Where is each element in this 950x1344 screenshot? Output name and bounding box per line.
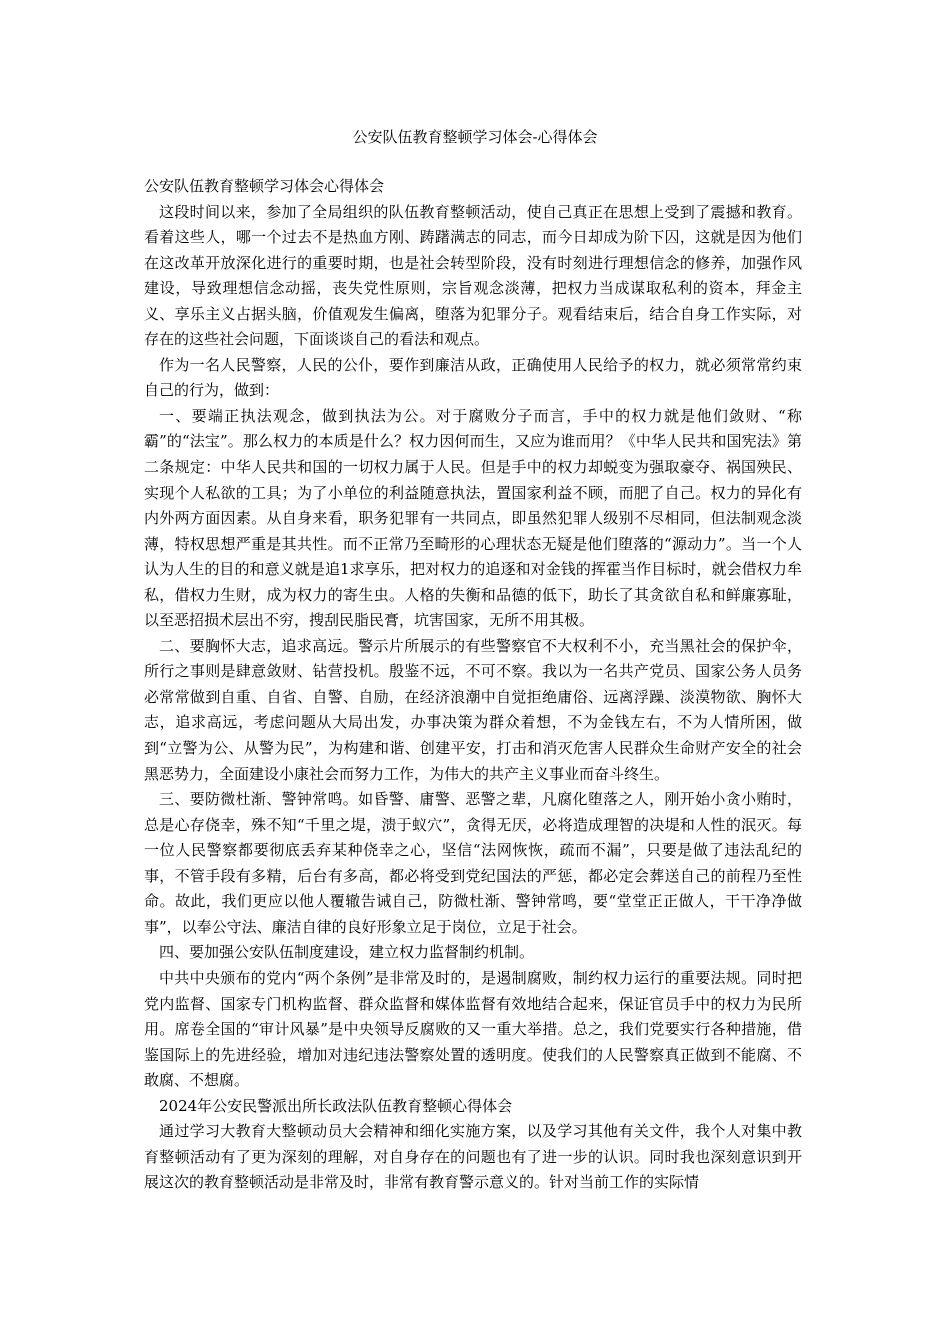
paragraph-police-duty: 作为一名人民警察，人民的公仆，要作到廉洁从政，正确使用人民给予的权力，就必须常常约束自己的行为，做到： [144,355,802,400]
paragraph-intro: 这段时间以来，参加了全局组织的队伍教育整顿活动，使自己真正在思想上受到了震撼和教育。看着这些人，哪一个过去不是热血方刚、踌躇满志的同志，而今日却成为阶下囚，这就是因为他们在这改革开放深化进行的重要时期，也是社会转型阶段，没有时刻进行理想信念的修养，加强作风建设，导致理想信念动摇，丧失党性原则，宗旨观念淡薄，把权力当成谋取私利的资本，拜金主义、享乐主义占据头脑，价值观发生偏离，堕落为犯罪分子。观看结束后，结合自身工作实际，对存在的这些社会问题，下面谈谈自己的看法和观点。 [144,202,802,349]
paragraph-point-four: 四、要加强公安队伍制度建设，建立权力监督制约机制。 [159,943,535,962]
paragraph-study: 通过学习大教育大整顿动员大会精神和细化实施方案，以及学习其他有关文件，我个人对集中教育整顿活动有了更为深刻的理解，对自身存在的问题也有了进一步的认识。同时我也深刻意识到开展这次的教育整顿活动是非常及时，非常有教育警示意义的。针对当前工作的实际情 [144,1122,802,1192]
paragraph-regulations: 中共中央颁布的党内“两个条例”是非常及时的，是遏制腐败，制约权力运行的重要法规。同时把党内监督、国家专门机构监督、群众监督和媒体监督有效地结合起来，保证官员手中的权力为民所用。席卷全国的“审计风暴”是中央领导反腐败的又一重大举措。总之，我们党要实行各种措施，借鉴国际上的先进经验，增加对违纪违法警察处置的透明度。使我们的人民警察真正做到不能腐、不敢腐、不想腐。 [144,968,802,1090]
document-title: 公安队伍教育整顿学习体会-心得体会 [352,128,598,146]
paragraph-point-one: 一、要端正执法观念，做到执法为公。对于腐败分子而言，手中的权力就是他们敛财、“称霸”的“法宝”。那么权力的本质是什么？权力因何而生，又应为谁而用？《中华人民共和国宪法》第二条规定：中华人民共和国的一切权力属于人民。但是手中的权力却蜕变为强取豪夺、祸国殃民、实现个人私欲的工具；为了小单位的利益随意执法，置国家利益不顾，而肥了自己。权力的异化有内外两方面因素。从自身来看，职务犯罪有一共同点，即虽然犯罪人级别不尽相同，但法制观念淡薄，特权思想严重是其共性。而不正常乃至畸形的心理状态无疑是他们堕落的“源动力”。当一个人认为人生的目的和意义就是追1求享乐，把对权力的追逐和对金钱的挥霍当作目标时，就会借权力牟私，借权力生财，成为权力的寄生虫。人格的失衡和品德的低下，助长了其贪欲自私和鲜廉寡耻，以至恶招损术层出不穷，搜刮民脂民膏，坑害国家，无所不用其极。 [144,406,802,630]
paragraph-section-heading: 2024年公安民警派出所长政法队伍教育整顿心得体会 [159,1096,513,1115]
paragraph-point-two: 二、要胸怀大志，追求高远。警示片所展示的有些警察官不大权利不小，充当黑社会的保护伞，所行之事则是肆意敛财、钻营投机。殷鉴不远，不可不察。我以为一名共产党员、国家公务人员务必常常做到自重、自省、自警、自励，在经济浪潮中自觉拒绝庸俗、远离浮躁、淡漠物欲、胸怀大志，追求高远，考虑问题从大局出发，办事决策为群众着想，不为金钱左右，不为人情所困，做到“立警为公、从警为民”，为构建和谐、创建平安，打击和消灭危害人民群众生命财产安全的社会黑恶势力，全面建设小康社会而努力工作，为伟大的共产主义事业而奋斗终生。 [144,636,802,783]
paragraph-point-three: 三、要防微杜渐、警钟常鸣。如昏警、庸警、恶警之辈，凡腐化堕落之人，刚开始小贪小贿时，总是心存侥幸，殊不知“千里之堤，溃于蚁穴”，贪得无厌，必将造成理智的决堤和人性的泯灭。每一位人民警察都要彻底丢弃某种侥幸之心，坚信“法网恢恢，疏而不漏”，只要是做了违法乱纪的事，不管手段有多精，后台有多高，都必将受到党纪国法的严惩，都必定会葬送自己的前程乃至性命。故此，我们更应以他人覆辙告诫自己，防微杜渐、警钟常鸣，要“堂堂正正做人，干干净净做事”，以奉公守法、廉洁自律的良好形象立足于岗位，立足于社会。 [144,790,802,936]
document-subtitle: 公安队伍教育整顿学习体会心得体会 [144,177,385,195]
document-body [144,174,802,1196]
